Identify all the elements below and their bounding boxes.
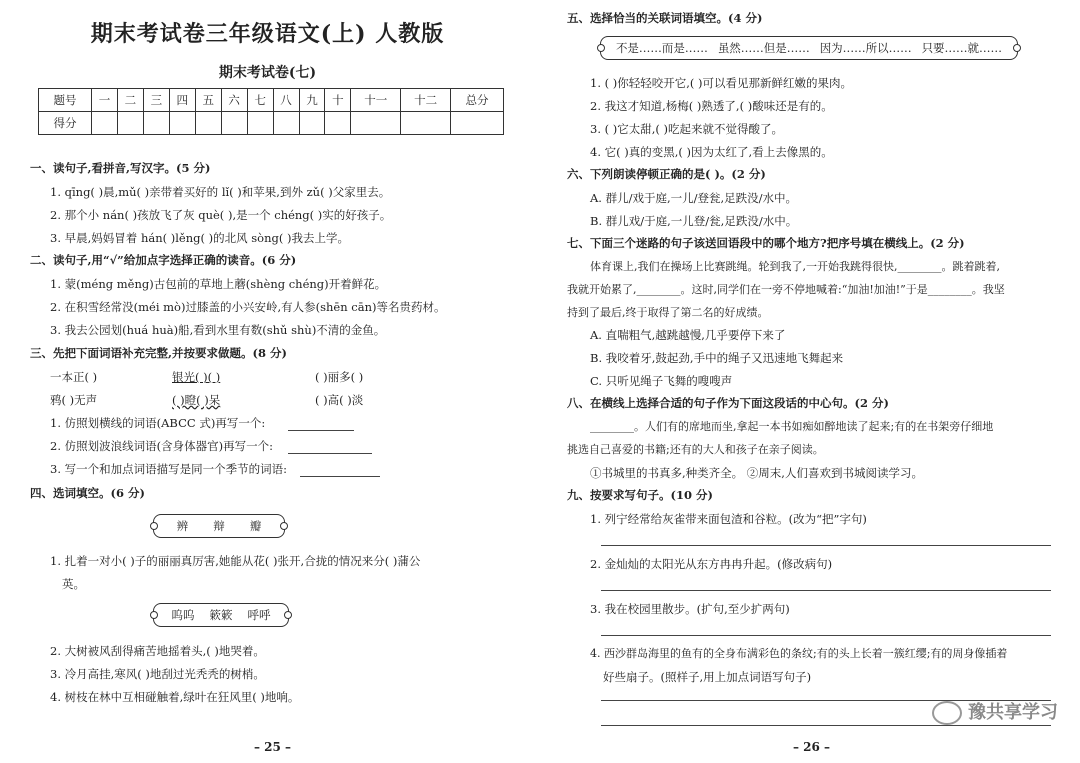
- s5-line-1: 1. ( )你轻轻咬开它,( )可以看见那新鲜红嫩的果肉。: [590, 76, 853, 90]
- score-cell: 十二: [401, 89, 451, 112]
- s4-line-1: 1. 扎着一对小( )子的丽丽真厉害,她能从花( )张开,合拢的情况来分( )蒲公: [50, 554, 421, 568]
- score-cell: 九: [299, 89, 325, 112]
- score-input-cell[interactable]: [451, 112, 504, 135]
- score-table-score-row: [39, 112, 504, 135]
- main-title: 期末考试卷三年级语文(上) 人教版: [90, 21, 445, 47]
- score-cell: 一: [92, 89, 118, 112]
- page-number: – 25 –: [254, 740, 292, 754]
- score-input-cell[interactable]: [143, 112, 169, 135]
- box-word: 簌簌: [209, 608, 233, 622]
- s7-para-2: 我就开始累了,________。这时,同学们在一旁不停地喊着:“加油!加油!”于是________。我坚: [567, 283, 1005, 296]
- s3-word-5: ( )瞪( )呆: [172, 393, 221, 407]
- score-input-cell[interactable]: [117, 112, 143, 135]
- box-word: 瓣: [249, 519, 262, 533]
- watermark: [932, 698, 1058, 725]
- box-word: 不是……而是……: [615, 41, 708, 55]
- score-input-cell[interactable]: [169, 112, 195, 135]
- right-page: [545, 0, 1080, 763]
- score-cell: 总分: [451, 89, 504, 112]
- section-5-title: 五、选择恰当的关联词语填空。(4 分): [567, 11, 763, 25]
- section-2-title: 二、读句子,用“√”给加点字选择正确的读音。(6 分): [30, 253, 297, 267]
- s3-line-3: 3. 写一个和加点词语描写是同一个季节的词语:: [50, 462, 287, 476]
- s9-line-4: 4. 西沙群岛海里的鱼有的全身布满彩色的条纹;有的头上长着一簇红缨;有的周身像插着: [590, 647, 1008, 660]
- left-page: [0, 0, 535, 763]
- s3-word-2: 银光( )( ): [172, 370, 221, 384]
- section-1-title: 一、读句子,看拼音,写汉字。(5 分): [30, 161, 211, 175]
- s3-word-3: ( )丽多( ): [315, 370, 364, 384]
- s5-line-4: 4. 它( )真的变黑,( )因为太红了,看上去像黑的。: [590, 145, 833, 159]
- box-word: 呼呼: [247, 608, 271, 622]
- box-word: 只要……就……: [921, 41, 1003, 55]
- s3-word-1: 一本正( ): [50, 370, 98, 384]
- sub-title: 期末考试卷(七): [218, 65, 317, 81]
- score-input-cell[interactable]: [247, 112, 273, 135]
- s4-line-3: 3. 冷月高挂,寒风( )地刮过光秃秃的树梢。: [50, 667, 265, 681]
- conjunction-box: [600, 36, 1018, 60]
- s4-line-1b: 英。: [62, 577, 85, 591]
- s7-option-b: B. 我咬着牙,鼓起劲,手中的绳子又迅速地飞舞起来: [590, 351, 844, 365]
- section-6-title: 六、下列朗读停顿正确的是( )。(2 分): [567, 167, 766, 181]
- box-word: 辨: [176, 519, 189, 533]
- section-4-title: 四、选词填空。(6 分): [30, 486, 145, 500]
- score-cell: 七: [247, 89, 273, 112]
- score-cell: 二: [117, 89, 143, 112]
- wechat-icon: [932, 701, 962, 725]
- page-number: – 26 –: [793, 740, 831, 754]
- box-word: 呜呜: [171, 608, 195, 622]
- score-cell: 五: [195, 89, 221, 112]
- s5-line-3: 3. ( )它太甜,( )吃起来就不觉得酸了。: [590, 122, 784, 136]
- s3-word-6: ( )高( )淡: [315, 393, 364, 407]
- answer-line[interactable]: [288, 453, 372, 454]
- s2-line-3: 3. 我去公园划(huá huà)船,看到水里有数(shǔ shù)不清的金鱼。: [50, 323, 386, 337]
- score-cell: 四: [169, 89, 195, 112]
- s7-option-a: A. 直喘粗气,越跳越慢,几乎要停下来了: [590, 328, 786, 342]
- score-cell: 三: [143, 89, 169, 112]
- s3-line-2: 2. 仿照划波浪线词语(含身体器官)再写一个:: [50, 439, 273, 453]
- section-9-title: 九、按要求写句子。(10 分): [567, 488, 713, 502]
- box-word: 因为……所以……: [819, 41, 912, 55]
- score-cell: 十: [325, 89, 351, 112]
- s2-line-1: 1. 蒙(méng měng)古包前的草地上蘑(shèng chéng)开着鲜花。: [50, 277, 387, 291]
- s3-line-1: 1. 仿照划横线的词语(ABCC 式)再写一个:: [50, 416, 266, 430]
- s6-option-b: B. 群儿戏/于庭,一儿登/瓮,足跌没/水中。: [590, 214, 798, 228]
- answer-line[interactable]: [601, 725, 1051, 726]
- score-cell: 题号: [39, 89, 92, 112]
- box-word: 虽然……但是……: [717, 41, 810, 55]
- s2-line-2: 2. 在积雪经常没(méi mò)过膝盖的小兴安岭,有人参(shēn cān)等名贵药材。: [50, 300, 446, 314]
- section-8-title: 八、在横线上选择合适的句子作为下面这段话的中心句。(2 分): [567, 396, 889, 410]
- s9-line-3: 3. 我在校园里散步。(扩句,至少扩两句): [590, 602, 790, 616]
- section-3-title: 三、先把下面词语补充完整,并按要求做题。(8 分): [30, 346, 287, 360]
- word-box-2: [153, 603, 289, 627]
- score-input-cell[interactable]: [351, 112, 401, 135]
- s4-line-4: 4. 树枝在林中互相碰触着,绿叶在狂风里( )地响。: [50, 690, 300, 704]
- score-input-cell[interactable]: [299, 112, 325, 135]
- s3-word-4: 鸦( )无声: [50, 393, 98, 407]
- s9-line-5: 好些扇子。(照样子,用上加点词语写句子): [603, 670, 812, 684]
- score-cell: 六: [221, 89, 247, 112]
- score-label: 得分: [39, 112, 92, 135]
- score-input-cell[interactable]: [273, 112, 299, 135]
- score-input-cell[interactable]: [221, 112, 247, 135]
- word-box-1: [153, 514, 285, 538]
- score-cell: 十一: [351, 89, 401, 112]
- section-7-title: 七、下面三个迷路的句子该送回语段中的哪个地方?把序号填在横线上。(2 分): [567, 236, 965, 250]
- s4-line-2: 2. 大树被风刮得痛苦地摇着头,( )地哭着。: [50, 644, 265, 658]
- s8-para-1: ________。人们有的席地而坐,拿起一本书如痴如醉地读了起来;有的在书架旁仔细地: [590, 420, 994, 433]
- answer-line[interactable]: [601, 635, 1051, 636]
- s1-line-1: 1. qīng( )晨,mǔ( )亲带着买好的 lǐ( )和苹果,到外 zǔ( )父家里去。: [50, 185, 391, 199]
- s8-para-2: 挑选自己喜爱的书籍;还有的大人和孩子在亲子阅读。: [567, 443, 824, 456]
- score-table-header-row: [39, 89, 504, 112]
- score-cell: 八: [273, 89, 299, 112]
- s1-line-3: 3. 早晨,妈妈冒着 hán( )lěng( )的北风 sòng( )我去上学。: [50, 231, 349, 245]
- s6-option-a: A. 群儿/戏于庭,一儿/登瓮,足跌没/水中。: [590, 191, 798, 205]
- watermark-text: 豫共享学习: [968, 702, 1058, 723]
- answer-line[interactable]: [601, 590, 1051, 591]
- s9-line-2: 2. 金灿灿的太阳光从东方冉冉升起。(修改病句): [590, 557, 833, 571]
- answer-line[interactable]: [601, 545, 1051, 546]
- score-input-cell[interactable]: [195, 112, 221, 135]
- s7-para-1: 体育课上,我们在操场上比赛跳绳。轮到我了,一开始我跳得很快,________。跳着跳着,: [590, 260, 1000, 273]
- answer-line[interactable]: [288, 430, 354, 431]
- score-input-cell[interactable]: [92, 112, 118, 135]
- score-input-cell[interactable]: [401, 112, 451, 135]
- box-word: 辩: [213, 519, 225, 533]
- s9-line-1: 1. 列宁经常给灰雀带来面包渣和谷粒。(改为“把”字句): [590, 512, 867, 526]
- s7-option-c: C. 只听见绳子飞舞的嗖嗖声: [590, 374, 733, 388]
- s1-line-2: 2. 那个小 nán( )孩放飞了灰 què( ),是一个 chéng( )实的好孩子。: [50, 208, 392, 222]
- s7-para-3: 持到了最后,终于取得了第二名的好成绩。: [567, 306, 769, 319]
- s8-options: ①书城里的书真多,种类齐全。 ②周末,人们喜欢到书城阅读学习。: [590, 466, 923, 480]
- s5-line-2: 2. 我这才知道,杨梅( )熟透了,( )酸味还是有的。: [590, 99, 833, 113]
- score-table: [38, 88, 504, 135]
- score-input-cell[interactable]: [325, 112, 351, 135]
- answer-line[interactable]: [300, 476, 380, 477]
